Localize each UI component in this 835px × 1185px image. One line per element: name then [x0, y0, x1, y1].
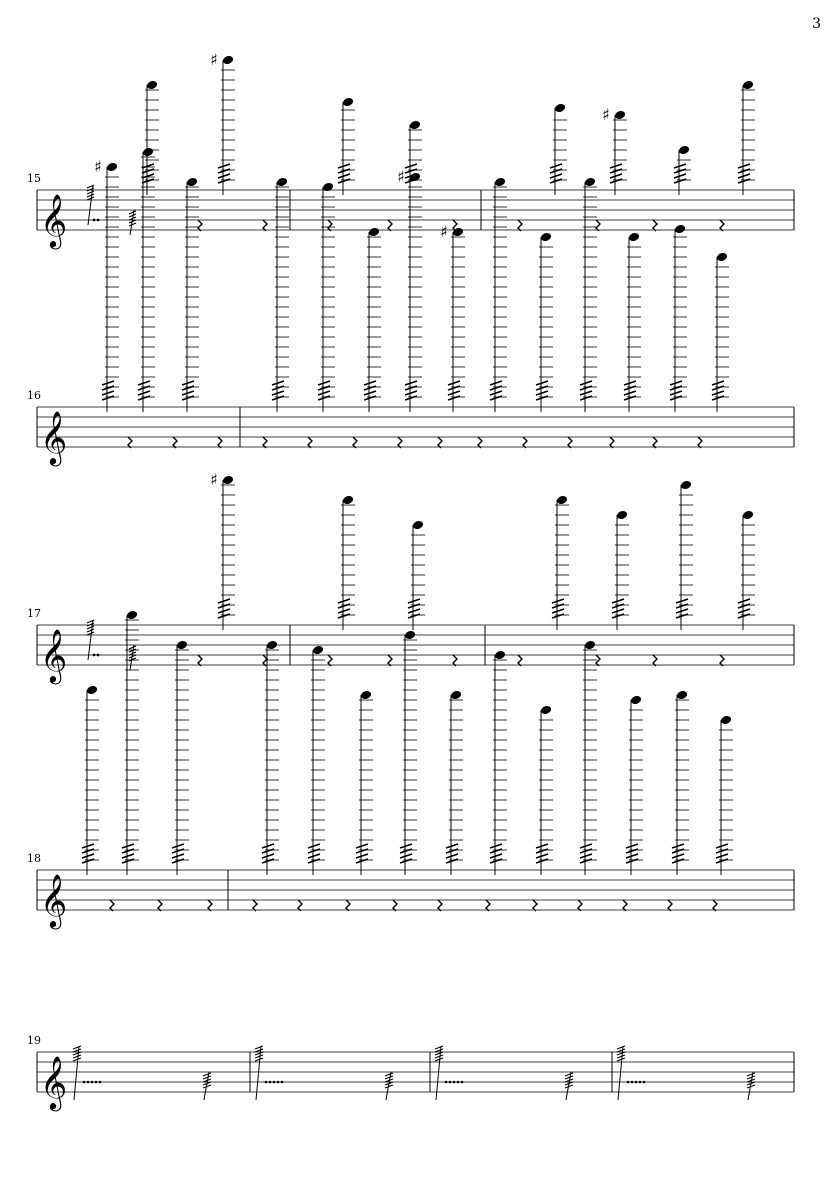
note-head [106, 162, 118, 173]
note-head [742, 510, 754, 521]
note-head [176, 640, 188, 651]
rest [523, 437, 527, 448]
augmentation-dot [457, 1081, 460, 1084]
tremolo-slash [102, 391, 114, 395]
sharp-accidental: ♯ [397, 167, 405, 186]
augmentation-dot [631, 1081, 634, 1084]
rest [533, 900, 537, 911]
tremolo-slash [356, 854, 368, 858]
rest [298, 900, 302, 911]
augmentation-dot [95, 1081, 98, 1084]
tremolo-slash [338, 609, 350, 613]
measure-number: 19 [27, 1034, 41, 1047]
rest [253, 900, 257, 911]
augmentation-dot [281, 1081, 284, 1084]
flag-tick [87, 191, 94, 194]
tremolo-slash [318, 391, 330, 395]
flag-tick [617, 1055, 625, 1058]
tremolo-slash [612, 609, 624, 613]
rest [653, 655, 657, 666]
tremolo-slash [674, 174, 686, 178]
augmentation-dot [277, 1081, 280, 1084]
tremolo-slash [308, 854, 320, 858]
augmentation-dot [99, 1081, 102, 1084]
tremolo-slash [716, 844, 728, 848]
note-head [554, 103, 566, 114]
flag-tick [617, 1049, 625, 1052]
note-head [628, 232, 640, 243]
note-head [450, 690, 462, 701]
rest [393, 900, 397, 911]
augmentation-dot [83, 1081, 86, 1084]
rest [720, 655, 724, 666]
tremolo-slash [738, 164, 750, 168]
rest [328, 220, 332, 231]
note-head [342, 97, 354, 108]
rest [218, 437, 222, 448]
flag-tick [565, 1073, 573, 1076]
sharp-accidental: ♯ [94, 157, 102, 176]
tremolo-slash [674, 164, 686, 168]
rest [653, 220, 657, 231]
flag-tick [87, 632, 94, 635]
slashed-stem [88, 620, 93, 660]
rest [158, 900, 162, 911]
sharp-accidental: ♯ [602, 105, 610, 124]
flag-tick [129, 211, 136, 214]
sharp-accidental: ♯ [210, 50, 218, 69]
tremolo-slash [580, 844, 592, 848]
tremolo-slash [138, 391, 150, 395]
tremolo-slash [182, 391, 194, 395]
augmentation-dot [635, 1081, 638, 1084]
tremolo-slash [338, 164, 350, 168]
tremolo-slash [82, 854, 94, 858]
rest [388, 655, 392, 666]
tremolo-slash [612, 599, 624, 603]
rest [518, 220, 522, 231]
flag-tick [385, 1076, 393, 1079]
sharp-accidental: ♯ [440, 222, 448, 241]
rest [720, 220, 724, 231]
note-head [404, 630, 416, 641]
rest [698, 437, 702, 448]
tremolo-slash [712, 391, 724, 395]
tremolo-slash [550, 174, 562, 178]
tremolo-slash [172, 844, 184, 848]
note-head [584, 177, 596, 188]
note-head [678, 145, 690, 156]
rest [486, 900, 490, 911]
rest [518, 655, 522, 666]
flag-tick [617, 1052, 625, 1055]
augmentation-dot [97, 219, 100, 222]
tremolo-slash [448, 381, 460, 385]
flag-tick [129, 223, 136, 226]
flag-tick [617, 1058, 625, 1061]
note-head [494, 177, 506, 188]
rest [453, 655, 457, 666]
rest [398, 437, 402, 448]
tremolo-slash [552, 599, 564, 603]
rest [596, 655, 600, 666]
flag-tick [255, 1049, 263, 1052]
note-head [540, 705, 552, 716]
treble-clef: 𝄞 [40, 410, 68, 464]
rest [263, 437, 267, 448]
rest [198, 220, 202, 231]
flag-tick [87, 626, 94, 629]
note-head [716, 252, 728, 263]
tremolo-slash [626, 844, 638, 848]
augmentation-dot [445, 1081, 448, 1084]
tremolo-slash [218, 609, 230, 613]
tremolo-slash [624, 381, 636, 385]
tremolo-slash [580, 381, 592, 385]
augmentation-dot [627, 1081, 630, 1084]
tremolo-slash [122, 854, 134, 858]
tremolo-slash [408, 609, 420, 613]
tremolo-slash [550, 164, 562, 168]
tremolo-slash [676, 609, 688, 613]
rest [388, 220, 392, 231]
measure-number: 18 [27, 852, 41, 865]
note-head [409, 120, 421, 131]
rest [713, 900, 717, 911]
note-head [556, 495, 568, 506]
tremolo-slash [580, 391, 592, 395]
flag-tick [385, 1073, 393, 1076]
tremolo-slash [672, 854, 684, 858]
note-head [342, 495, 354, 506]
note-head [616, 510, 628, 521]
note-head [630, 695, 642, 706]
tremolo-slash [580, 854, 592, 858]
flag-tick [73, 1055, 81, 1058]
augmentation-dot [639, 1081, 642, 1084]
rest [653, 437, 657, 448]
tremolo-slash [400, 854, 412, 858]
tremolo-slash [670, 381, 682, 385]
rest [623, 900, 627, 911]
tremolo-slash [182, 381, 194, 385]
rest [568, 437, 572, 448]
tremolo-slash [446, 854, 458, 858]
measure-number: 16 [27, 389, 41, 402]
flag-tick [73, 1052, 81, 1055]
measure-number: 15 [27, 172, 41, 185]
rest [353, 437, 357, 448]
flag-tick [435, 1058, 443, 1061]
tremolo-slash [405, 381, 417, 385]
flag-tick [203, 1076, 211, 1079]
tremolo-slash [262, 844, 274, 848]
measure-number: 17 [27, 607, 41, 620]
note-head [368, 227, 380, 238]
tremolo-slash [262, 854, 274, 858]
treble-clef: 𝄞 [40, 1055, 68, 1109]
tremolo-slash [338, 599, 350, 603]
tremolo-slash [490, 391, 502, 395]
rest [263, 220, 267, 231]
tremolo-slash [490, 844, 502, 848]
flag-tick [87, 629, 94, 632]
flag-tick [129, 646, 136, 649]
flag-tick [87, 188, 94, 191]
augmentation-dot [643, 1081, 646, 1084]
rest [208, 900, 212, 911]
note-head [186, 177, 198, 188]
tremolo-slash [448, 391, 460, 395]
tremolo-slash [712, 381, 724, 385]
tremolo-slash [624, 391, 636, 395]
tremolo-slash [610, 174, 622, 178]
rest [263, 655, 267, 666]
tremolo-slash [364, 391, 376, 395]
treble-clef: 𝄞 [40, 193, 68, 247]
flag-tick [435, 1055, 443, 1058]
augmentation-dot [449, 1081, 452, 1084]
flag-tick [435, 1052, 443, 1055]
tremolo-slash [102, 381, 114, 385]
slashed-stem [88, 185, 93, 225]
flag-tick [255, 1058, 263, 1061]
tremolo-slash [536, 854, 548, 858]
note-head [742, 80, 754, 91]
rest [610, 437, 614, 448]
note-head [360, 690, 372, 701]
rest [438, 900, 442, 911]
note-head [674, 224, 686, 235]
rest [578, 900, 582, 911]
note-head [312, 645, 324, 656]
tremolo-slash [364, 381, 376, 385]
tremolo-slash [626, 854, 638, 858]
flag-tick [73, 1049, 81, 1052]
flag-tick [73, 1046, 81, 1049]
flag-tick [255, 1046, 263, 1049]
flag-tick [435, 1046, 443, 1049]
rest [110, 900, 114, 911]
tremolo-slash [82, 844, 94, 848]
note-head [222, 55, 234, 66]
tremolo-slash [308, 844, 320, 848]
sharp-accidental: ♯ [210, 470, 218, 489]
tremolo-slash [490, 381, 502, 385]
tremolo-slash [218, 164, 230, 168]
flag-tick [87, 623, 94, 626]
tremolo-slash [446, 844, 458, 848]
tremolo-slash [405, 391, 417, 395]
tremolo-slash [138, 381, 150, 385]
rest [328, 655, 332, 666]
rest [478, 437, 482, 448]
note-head [540, 232, 552, 243]
flag-tick [617, 1046, 625, 1049]
tremolo-slash [218, 174, 230, 178]
flag-tick [203, 1073, 211, 1076]
tremolo-slash [610, 164, 622, 168]
tremolo-slash [218, 599, 230, 603]
tremolo-slash [536, 844, 548, 848]
tremolo-slash [405, 164, 417, 168]
tremolo-slash [272, 381, 284, 385]
flag-tick [565, 1076, 573, 1079]
note-head [222, 475, 234, 486]
augmentation-dot [91, 1081, 94, 1084]
rest [346, 900, 350, 911]
rest [596, 220, 600, 231]
tremolo-slash [338, 174, 350, 178]
augmentation-dot [453, 1081, 456, 1084]
rest [668, 900, 672, 911]
note-head [86, 685, 98, 696]
tremolo-slash [356, 844, 368, 848]
tremolo-slash [552, 609, 564, 613]
augmentation-dot [269, 1081, 272, 1084]
rest [173, 437, 177, 448]
note-head [676, 690, 688, 701]
note-head [412, 520, 424, 531]
note-head [126, 610, 138, 621]
tremolo-slash [490, 854, 502, 858]
page-number: 3 [812, 16, 821, 32]
note-head [584, 640, 596, 651]
tremolo-slash [408, 599, 420, 603]
tremolo-slash [536, 391, 548, 395]
flag-tick [435, 1049, 443, 1052]
treble-clef: 𝄞 [40, 873, 68, 927]
flag-tick [129, 658, 136, 661]
flag-tick [255, 1052, 263, 1055]
rest [308, 437, 312, 448]
augmentation-dot [461, 1081, 464, 1084]
augmentation-dot [93, 654, 96, 657]
flag-tick [87, 194, 94, 197]
flag-tick [747, 1073, 755, 1076]
flag-tick [255, 1055, 263, 1058]
tremolo-slash [738, 609, 750, 613]
note-head [266, 640, 278, 651]
augmentation-dot [97, 654, 100, 657]
tremolo-slash [272, 391, 284, 395]
tremolo-slash [400, 844, 412, 848]
tremolo-slash [716, 854, 728, 858]
note-head [146, 80, 158, 91]
tremolo-slash [172, 854, 184, 858]
note-head [322, 182, 334, 193]
tremolo-slash [672, 844, 684, 848]
note-head [276, 177, 288, 188]
note-head [680, 480, 692, 491]
rest [128, 437, 132, 448]
tremolo-slash [738, 599, 750, 603]
tremolo-slash [318, 381, 330, 385]
tremolo-slash [122, 844, 134, 848]
tremolo-slash [670, 391, 682, 395]
rest [198, 655, 202, 666]
note-head [614, 110, 626, 121]
flag-tick [73, 1058, 81, 1061]
note-head [720, 715, 732, 726]
tremolo-slash [536, 381, 548, 385]
flag-tick [747, 1076, 755, 1079]
augmentation-dot [93, 219, 96, 222]
augmentation-dot [265, 1081, 268, 1084]
flag-tick [87, 197, 94, 200]
augmentation-dot [87, 1081, 90, 1084]
augmentation-dot [273, 1081, 276, 1084]
tremolo-slash [676, 599, 688, 603]
treble-clef: 𝄞 [40, 628, 68, 682]
rest [438, 437, 442, 448]
note-head [142, 147, 154, 158]
note-head [494, 650, 506, 661]
tremolo-slash [738, 174, 750, 178]
